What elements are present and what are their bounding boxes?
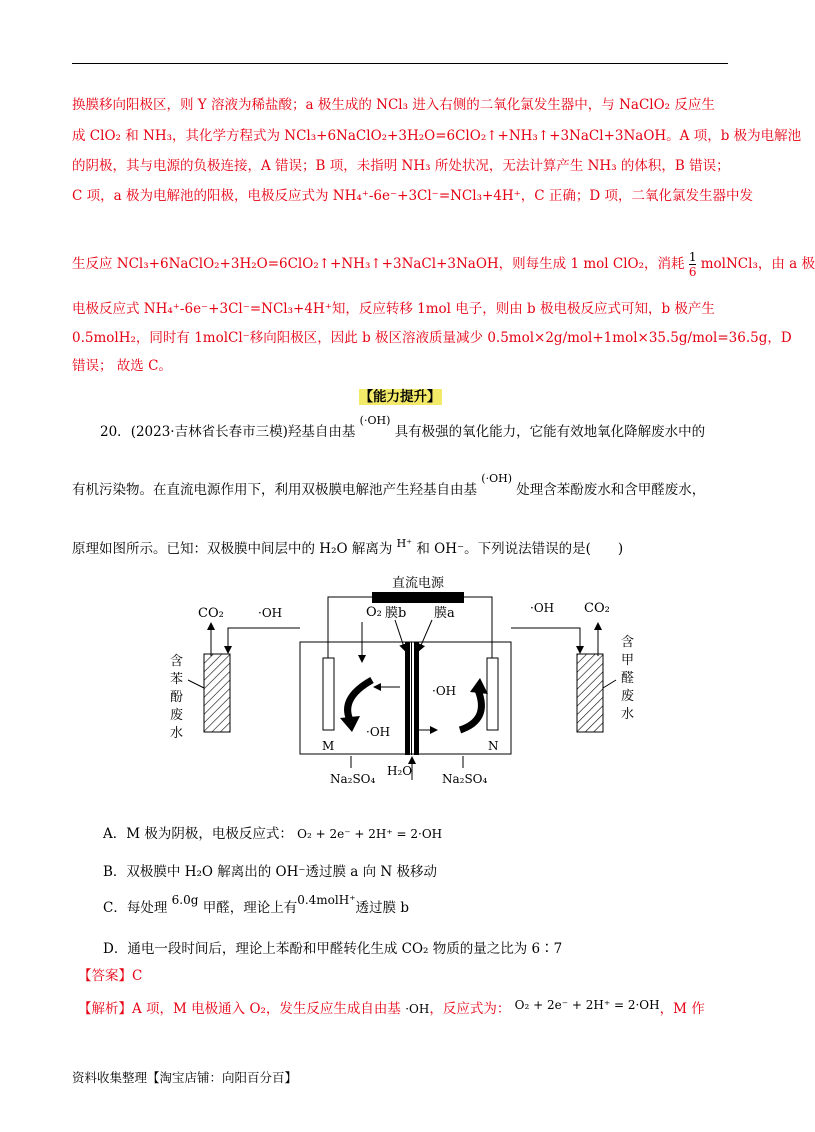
oh-right: ·OH (530, 601, 555, 615)
explanation-line-7: 0.5molH₂，同时有 1molCl⁻移向阳极区，因此 b 极区溶液质量减少 0.5mol×2g/mol+1mol×35.5g/mol=36.5g，D (72, 330, 792, 346)
membrane-b (405, 642, 410, 755)
q3-b: 和 OH⁻。下列说法错误的是( ) (412, 541, 624, 557)
fraction-numerator: 1 (688, 250, 697, 264)
hplus: H⁺ (396, 537, 413, 550)
option-c (103, 893, 409, 916)
explanation-line-3: 的阴极，其与电源的负极连接，A 错误；B 项，未指明 NH₃ 所处状况，无法计算产生 NH₃ 的体积，B 错误； (72, 158, 730, 174)
left-tank (204, 654, 230, 732)
radical-label: (·OH) (359, 414, 391, 427)
option-a (103, 822, 442, 842)
co2-left: CO₂ (198, 606, 224, 621)
q2-a: 有机污染物。在直流电源作用下，利用双极膜电解池产生羟基自由基 (72, 482, 477, 498)
question-source: (2023·吉林省长春市三模) (130, 424, 288, 440)
analysis-label: 【解析】 (78, 1001, 132, 1017)
option-c-a: C．每处理 (103, 900, 168, 916)
wire-right (464, 597, 492, 668)
membrane-a (414, 642, 419, 755)
explanation-line-5 (72, 250, 815, 279)
oh-right-pipe (511, 628, 580, 652)
option-c-b: 甲醛，理论上有 (202, 900, 298, 916)
answer-line (78, 967, 142, 985)
question-line-3 (72, 537, 624, 559)
option-a-formula: O₂ + 2e⁻ + 2H⁺ = 2·OH (297, 827, 443, 841)
option-a-text: A．M 极为阴极，电极反应式： (103, 826, 293, 842)
question-line-2 (72, 472, 706, 500)
explanation-line-8: 错误； 故选 C。 (72, 358, 172, 374)
m-label: M (322, 739, 335, 753)
electrolysis-diagram (0, 570, 800, 810)
q2-b: 处理含苯酚废水和含甲醛废水， (516, 482, 706, 498)
line5-before: 生反应 NCl₃+6NaClO₂+3H₂O=6ClO₂↑+NH₃↑+3NaCl+3NaOH，则每生成 1 mol ClO₂，消耗 (72, 256, 689, 272)
answer-label: 【答案】 (78, 968, 132, 984)
right-tank (577, 654, 603, 732)
answer-value: C (132, 968, 143, 984)
option-d: D．通电一段时间后，理论上苯酚和甲醛转化生成 CO₂ 物质的量之比为 6∶7 (103, 941, 563, 957)
analysis-radical: ·OH (405, 1002, 430, 1016)
radical-label-2: (·OH) (481, 472, 512, 485)
membrane-a-label: 膜a (434, 606, 455, 621)
electrode-m (323, 658, 334, 730)
membrane-b-label: 膜b (385, 606, 407, 621)
fraction-denominator: 6 (688, 265, 697, 279)
na2so4-left: Na₂SO₄ (330, 772, 376, 786)
oh-left-pipe (228, 628, 300, 652)
question-line-1 (100, 414, 706, 442)
oh-left: ·OH (258, 606, 283, 620)
explanation-line-2: 成 ClO₂ 和 NH₃，其化学方程式为 NCl₃+6NaClO₂+3H₂O=6ClO₂↑+NH₃↑+3NaCl+3NaOH。A 项，b 极为电解池 (72, 128, 802, 144)
membrane-b-pointer (395, 620, 405, 650)
oh-center: ·OH (432, 684, 457, 698)
membrane-a-pointer (419, 620, 432, 650)
footer: 资料收集整理【淘宝店铺：向阳百分百】 (72, 1070, 298, 1085)
right-tank-label: 含 甲 醛 废 水 (621, 635, 635, 722)
section-heading: 【能力提升】 (359, 389, 441, 405)
analysis-formula: O₂ + 2e⁻ + 2H⁺ = 2·OH (514, 998, 660, 1012)
curved-arrow-right (460, 690, 481, 730)
explanation-line-1: 换膜移向阳极区，则 Y 溶液为稀盐酸；a 极生成的 NCl₃ 进入右侧的二氧化氯发生器中，与 NaClO₂ 反应生 (72, 97, 715, 113)
n-label: N (488, 739, 499, 753)
co2-right: CO₂ (584, 601, 610, 616)
left-tank-label: 含 苯 酚 废 水 (170, 654, 184, 741)
header-rule (72, 63, 728, 64)
explanation-line-4: C 项，a 极为电解池的阳极，电极反应式为 NH₄⁺-6e⁻+3Cl⁻=NCl₃+4H⁺，C 正确；D 项，二氧化氯发生器中发 (72, 188, 754, 204)
oh-left-cell: ·OH (366, 725, 391, 739)
curved-arrow-left (348, 680, 372, 720)
analysis-text-b: ，反应式为： (429, 1001, 511, 1017)
o2-label: O₂ (366, 605, 382, 620)
line5-after: molNCl₃，由 a 极 (696, 256, 815, 272)
q3-a: 原理如图所示。已知：双极膜中间层中的 H₂O 解离为 (72, 541, 397, 557)
q1-b: 具有极强的氧化能力，它能有效地氧化降解废水中的 (394, 424, 706, 440)
electrode-n (487, 658, 498, 730)
power-label: 直流电源 (391, 576, 445, 591)
power-supply (372, 592, 464, 603)
h2o-label: H₂O (387, 764, 413, 778)
option-c-amount: 0.4molH⁺ (297, 893, 356, 907)
analysis-line (78, 1000, 705, 1018)
na2so4-right: Na₂SO₄ (442, 772, 488, 786)
explanation-line-6: 电极反应式 NH₄⁺-6e⁻+3Cl⁻=NCl₃+4H⁺知，反应转移 1mol 电子，则由 b 极电极反应式可知，b 极产生 (72, 301, 715, 317)
q1-a: 羟基自由基 (287, 424, 356, 440)
option-c-mass: 6.0g (171, 893, 199, 907)
option-c-c: 透过膜 b (355, 900, 409, 916)
analysis-text-a: A 项，M 电极通入 O₂，发生反应生成自由基 (132, 1001, 401, 1017)
question-number: 20． (100, 424, 131, 440)
analysis-text-c: ，M 作 (659, 1001, 705, 1017)
option-b: B．双极膜中 H₂O 解离出的 OH⁻透过膜 a 向 N 极移动 (103, 864, 438, 880)
